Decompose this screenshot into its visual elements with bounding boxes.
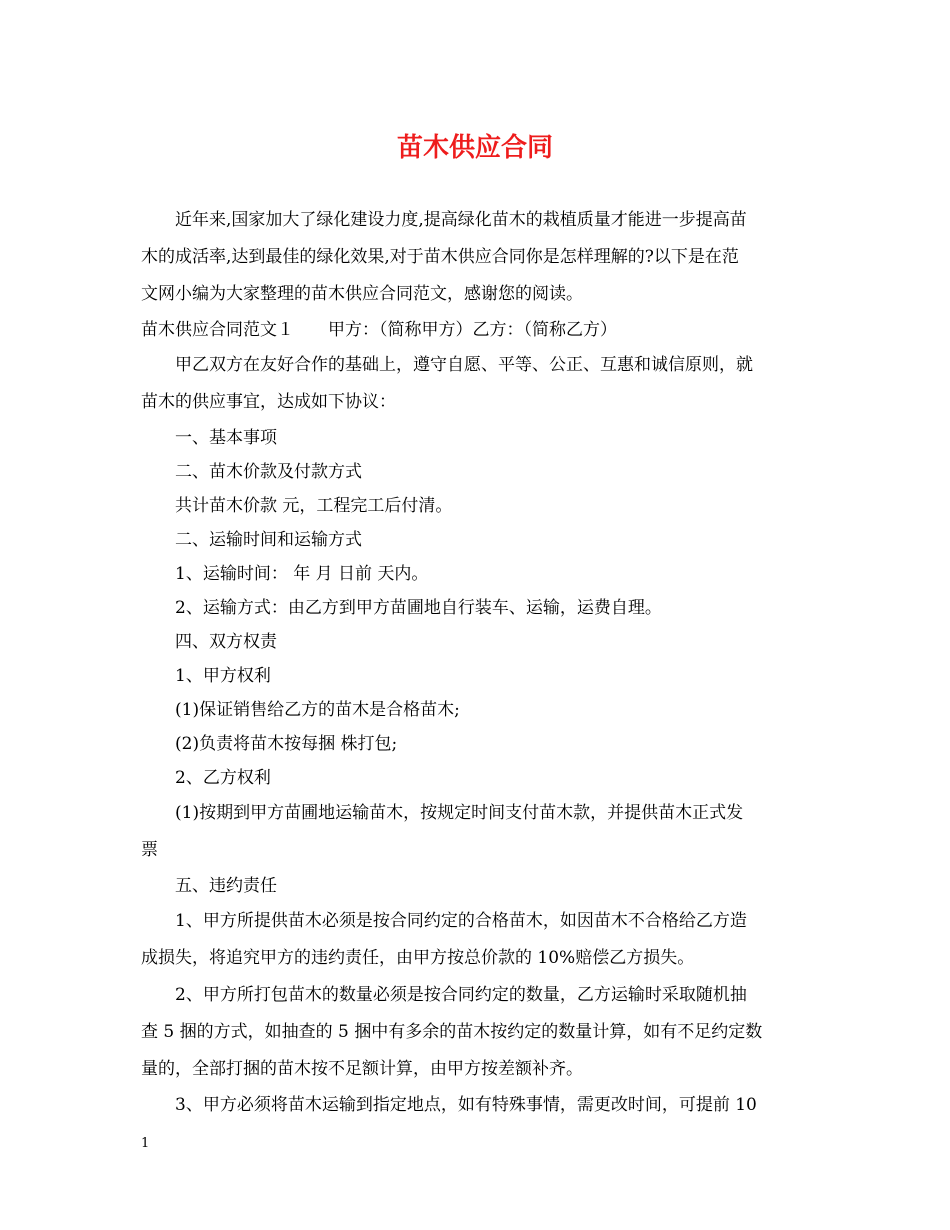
paragraph xyxy=(141,347,811,421)
paragraph xyxy=(141,977,811,1088)
paragraph-line: 2、甲方所打包苗木的数量必须是按合同约定的数量，乙方运输时采取随机抽 xyxy=(175,985,747,1005)
paragraph-line: 五、违约责任 xyxy=(175,876,277,896)
paragraph-line: (2)负责将苗木按每捆 株打包; xyxy=(175,734,398,754)
paragraph-line: 二、运输时间和运输方式 xyxy=(175,530,362,550)
paragraph xyxy=(141,795,811,869)
paragraph-line: (1)保证销售给乙方的苗木是合格苗木; xyxy=(175,700,460,720)
paragraph-line: 3、甲方必须将苗木运输到指定地点，如有特殊事情，需更改时间，可提前 10 xyxy=(175,1095,757,1115)
paragraph xyxy=(141,421,811,455)
paragraph-line: 苗木的供应事宜，达成如下协议： xyxy=(141,392,396,412)
paragraph-line: 四、双方权责 xyxy=(175,632,277,652)
paragraph-line: 近年来,国家加大了绿化建设力度,提高绿化苗木的栽植质量才能进一步提高苗 xyxy=(175,210,747,230)
paragraph-line: 量的，全部打捆的苗木按不足额计算，由甲方按差额补齐。 xyxy=(141,1059,583,1079)
page-number: 1 xyxy=(141,1136,150,1151)
document-title: 苗木供应合同 xyxy=(396,133,553,163)
paragraph xyxy=(141,557,811,591)
paragraph xyxy=(141,693,811,727)
paragraph xyxy=(141,489,811,523)
paragraph xyxy=(141,903,811,977)
paragraph-line: 票 xyxy=(141,840,158,860)
paragraph-line: 一、基本事项 xyxy=(175,428,277,448)
paragraph-line: (1)按期到甲方苗圃地运输苗木，按规定时间支付苗木款，并提供苗木正式发 xyxy=(175,803,744,823)
paragraph-line: 木的成活率,达到最佳的绿化效果,对于苗木供应合同你是怎样理解的?以下是在范 xyxy=(141,247,739,267)
paragraph xyxy=(141,761,811,795)
paragraph-line: 2、运输方式：由乙方到甲方苗圃地自行装车、运输，运费自理。 xyxy=(175,598,662,618)
paragraph xyxy=(141,625,811,659)
paragraph-line: 1、甲方所提供苗木必须是按合同约定的合格苗木，如因苗木不合格给乙方造 xyxy=(175,911,747,931)
paragraph-line: 共计苗木价款 元，工程完工后付清。 xyxy=(175,496,453,516)
paragraph-line: 查 5 捆的方式，如抽查的 5 捆中有多余的苗木按约定的数量计算，如有不足约定数 xyxy=(141,1022,763,1042)
document-body xyxy=(141,202,811,1122)
paragraph xyxy=(141,727,811,761)
paragraph-line: 2、乙方权利 xyxy=(175,768,271,788)
paragraph xyxy=(141,659,811,693)
paragraph-line: 甲乙双方在友好合作的基础上，遵守自愿、平等、公正、互惠和诚信原则，就 xyxy=(175,355,753,375)
paragraph xyxy=(141,1088,811,1122)
paragraph xyxy=(141,313,811,347)
paragraph-line: 成损失，将追究甲方的违约责任，由甲方按总价款的 10%赔偿乙方损失。 xyxy=(141,948,695,968)
paragraph xyxy=(141,523,811,557)
paragraph xyxy=(141,202,811,313)
paragraph-line: 苗木供应合同范文１ 甲方：（简称甲方）乙方：（简称乙方） xyxy=(141,320,617,340)
paragraph xyxy=(141,869,811,903)
paragraph xyxy=(141,455,811,489)
paragraph-line: 二、苗木价款及付款方式 xyxy=(175,462,362,482)
paragraph-line: 文网小编为大家整理的苗木供应合同范文，感谢您的阅读。 xyxy=(141,284,583,304)
paragraph-line: 1、运输时间： 年 月 日前 天内。 xyxy=(175,564,429,584)
paragraph xyxy=(141,591,811,625)
paragraph-line: 1、甲方权利 xyxy=(175,666,271,686)
